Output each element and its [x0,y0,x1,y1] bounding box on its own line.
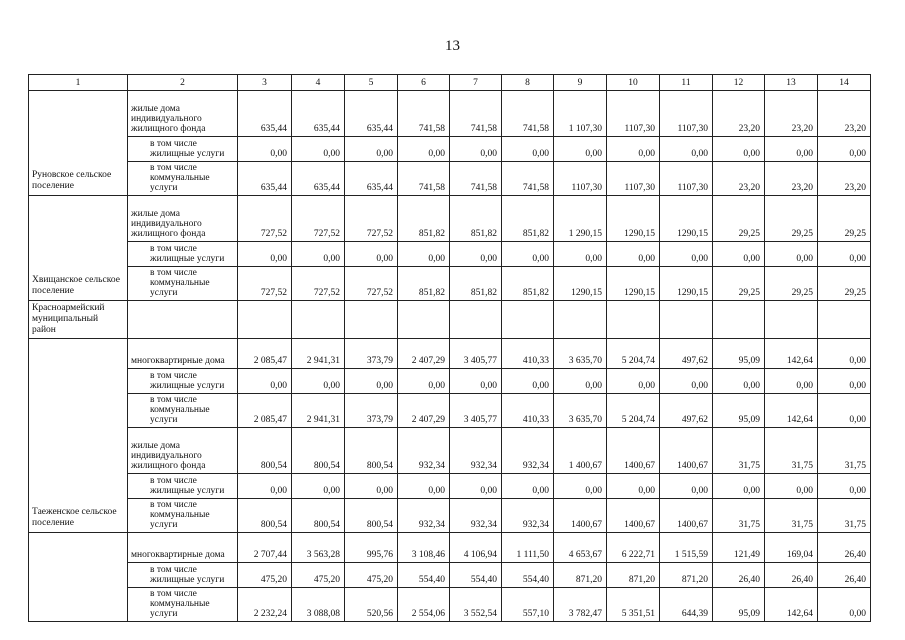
value-cell: 373,79 [345,394,398,428]
value-cell: 800,54 [238,499,292,533]
value-cell: 0,00 [660,369,713,394]
value-cell: 871,20 [554,563,607,588]
value-cell: 0,00 [713,369,765,394]
value-cell: 2 941,31 [292,394,345,428]
row-category-label: в том числе жилищные услуги [128,137,238,162]
header-cell: 14 [818,75,871,91]
table-row [29,563,871,588]
settlement-name: Хвищанское сельское поселение [29,196,128,301]
value-cell: 635,44 [238,162,292,196]
value-cell: 727,52 [345,196,398,242]
value-cell: 142,64 [765,394,818,428]
value-cell: 23,20 [713,91,765,137]
value-cell: 0,00 [554,242,607,267]
empty-cell [554,301,607,339]
value-cell: 410,33 [502,394,554,428]
value-cell: 2 407,29 [398,394,450,428]
value-cell: 800,54 [345,428,398,474]
value-cell: 0,00 [818,242,871,267]
header-row [29,75,871,91]
value-cell: 851,82 [398,196,450,242]
value-cell: 0,00 [238,137,292,162]
value-cell: 741,58 [502,162,554,196]
value-cell: 557,10 [502,588,554,622]
value-cell: 95,09 [713,339,765,369]
value-cell: 554,40 [398,563,450,588]
value-cell: 31,75 [765,499,818,533]
value-cell: 2 407,29 [398,339,450,369]
value-cell: 1 111,50 [502,533,554,563]
header-cell: 3 [238,75,292,91]
value-cell: 741,58 [450,91,502,137]
value-cell: 0,00 [660,242,713,267]
value-cell: 741,58 [450,162,502,196]
value-cell: 932,34 [502,499,554,533]
value-cell: 497,62 [660,339,713,369]
value-cell: 1290,15 [660,196,713,242]
value-cell: 0,00 [765,474,818,499]
value-cell: 0,00 [554,369,607,394]
value-cell: 6 222,71 [607,533,660,563]
empty-cell [713,301,765,339]
value-cell: 23,20 [818,162,871,196]
value-cell: 26,40 [765,563,818,588]
value-cell: 2 941,31 [292,339,345,369]
header-cell: 4 [292,75,345,91]
value-cell: 1107,30 [607,91,660,137]
value-cell: 0,00 [818,588,871,622]
value-cell: 3 563,28 [292,533,345,563]
table-row [29,196,871,242]
value-cell: 3 635,70 [554,339,607,369]
table-row [29,267,871,301]
value-cell: 29,25 [765,196,818,242]
value-cell: 2 554,06 [398,588,450,622]
empty-cell [398,301,450,339]
value-cell: 23,20 [765,162,818,196]
value-cell: 0,00 [450,474,502,499]
value-cell: 871,20 [607,563,660,588]
value-cell: 0,00 [607,474,660,499]
value-cell: 0,00 [660,474,713,499]
value-cell: 2 085,47 [238,339,292,369]
row-category-label: в том числе жилищные услуги [128,474,238,499]
row-category-label: в том числе коммунальные услуги [128,499,238,533]
value-cell: 727,52 [345,267,398,301]
value-cell: 0,00 [502,369,554,394]
value-cell: 0,00 [607,369,660,394]
value-cell: 31,75 [818,499,871,533]
value-cell: 29,25 [818,196,871,242]
value-cell: 0,00 [238,369,292,394]
table-row [29,91,871,137]
value-cell: 1400,67 [660,428,713,474]
value-cell: 1107,30 [660,91,713,137]
value-cell: 1107,30 [607,162,660,196]
value-cell: 800,54 [292,499,345,533]
value-cell: 169,04 [765,533,818,563]
value-cell: 0,00 [713,137,765,162]
value-cell: 635,44 [292,162,345,196]
value-cell: 475,20 [292,563,345,588]
value-cell: 0,00 [765,137,818,162]
value-cell: 3 088,08 [292,588,345,622]
value-cell: 5 204,74 [607,394,660,428]
municipal-district-name: Красноармейский муниципальный район [29,301,128,339]
value-cell: 3 108,46 [398,533,450,563]
value-cell: 0,00 [502,137,554,162]
header-cell: 9 [554,75,607,91]
value-cell: 727,52 [292,267,345,301]
value-cell: 0,00 [660,137,713,162]
value-cell: 410,33 [502,339,554,369]
value-cell: 2 085,47 [238,394,292,428]
value-cell: 5 204,74 [607,339,660,369]
value-cell: 2 232,24 [238,588,292,622]
value-cell: 0,00 [502,474,554,499]
header-cell: 8 [502,75,554,91]
table-row [29,369,871,394]
value-cell: 497,62 [660,394,713,428]
value-cell: 1290,15 [554,267,607,301]
header-cell: 1 [29,75,128,91]
value-cell: 0,00 [713,474,765,499]
value-cell: 0,00 [292,474,345,499]
value-cell: 851,82 [398,267,450,301]
value-cell: 1 400,67 [554,428,607,474]
value-cell: 121,49 [713,533,765,563]
value-cell: 4 106,94 [450,533,502,563]
row-category-label: в том числе коммунальные услуги [128,394,238,428]
value-cell: 0,00 [345,474,398,499]
table-row [29,428,871,474]
table-row [29,533,871,563]
value-cell: 800,54 [292,428,345,474]
value-cell: 0,00 [818,394,871,428]
value-cell: 29,25 [765,267,818,301]
value-cell: 0,00 [607,242,660,267]
value-cell: 932,34 [398,428,450,474]
value-cell: 31,75 [765,428,818,474]
value-cell: 932,34 [450,428,502,474]
empty-cell [660,301,713,339]
value-cell: 1400,67 [554,499,607,533]
value-cell: 1290,15 [660,267,713,301]
value-cell: 23,20 [713,162,765,196]
value-cell: 3 782,47 [554,588,607,622]
settlement-name [29,533,128,622]
header-cell: 2 [128,75,238,91]
header-cell: 12 [713,75,765,91]
value-cell: 741,58 [398,162,450,196]
row-category-label: многоквартирные дома [128,339,238,369]
value-cell: 31,75 [713,499,765,533]
value-cell: 1400,67 [660,499,713,533]
value-cell: 520,56 [345,588,398,622]
value-cell: 0,00 [554,137,607,162]
value-cell: 851,82 [450,267,502,301]
table-row [29,339,871,369]
value-cell: 3 552,54 [450,588,502,622]
value-cell: 26,40 [713,563,765,588]
page-number: 13 [445,38,460,54]
value-cell: 2 707,44 [238,533,292,563]
value-cell: 31,75 [818,428,871,474]
row-category-label: многоквартирные дома [128,533,238,563]
value-cell: 932,34 [502,428,554,474]
value-cell: 0,00 [398,242,450,267]
value-cell: 23,20 [765,91,818,137]
empty-cell [238,301,292,339]
value-cell: 0,00 [238,474,292,499]
value-cell: 1400,67 [607,499,660,533]
header-cell: 13 [765,75,818,91]
header-cell: 7 [450,75,502,91]
value-cell: 0,00 [238,242,292,267]
tariff-table [28,74,871,622]
value-cell: 0,00 [398,137,450,162]
value-cell: 1 290,15 [554,196,607,242]
table-row [29,588,871,622]
empty-cell [607,301,660,339]
value-cell: 1400,67 [607,428,660,474]
value-cell: 741,58 [398,91,450,137]
value-cell: 851,82 [502,267,554,301]
value-cell: 0,00 [502,242,554,267]
value-cell: 0,00 [450,242,502,267]
value-cell: 800,54 [345,499,398,533]
value-cell: 26,40 [818,563,871,588]
value-cell: 0,00 [765,369,818,394]
value-cell: 475,20 [345,563,398,588]
value-cell: 5 351,51 [607,588,660,622]
value-cell: 727,52 [238,267,292,301]
value-cell: 26,40 [818,533,871,563]
value-cell: 0,00 [398,474,450,499]
row-category-label: жилые дома индивидуального жилищного фонда [128,428,238,474]
value-cell: 1290,15 [607,267,660,301]
value-cell: 932,34 [398,499,450,533]
value-cell: 0,00 [292,137,345,162]
value-cell: 0,00 [345,137,398,162]
empty-cell [818,301,871,339]
empty-cell [128,301,238,339]
value-cell: 995,76 [345,533,398,563]
value-cell: 3 635,70 [554,394,607,428]
value-cell: 0,00 [345,369,398,394]
header-cell: 5 [345,75,398,91]
value-cell: 635,44 [345,162,398,196]
value-cell: 373,79 [345,339,398,369]
value-cell: 0,00 [450,369,502,394]
row-category-label: в том числе жилищные услуги [128,369,238,394]
settlement-name: Руновское сельское поселение [29,91,128,196]
value-cell: 0,00 [818,369,871,394]
value-cell: 3 405,77 [450,394,502,428]
value-cell: 0,00 [398,369,450,394]
value-cell: 644,39 [660,588,713,622]
value-cell: 0,00 [607,137,660,162]
table-row [29,162,871,196]
value-cell: 0,00 [713,242,765,267]
header-cell: 11 [660,75,713,91]
settlement-name: Таеженское сельское поселение [29,339,128,533]
empty-cell [450,301,502,339]
value-cell: 727,52 [292,196,345,242]
value-cell: 635,44 [292,91,345,137]
value-cell: 554,40 [502,563,554,588]
table-row [29,242,871,267]
table-row [29,474,871,499]
value-cell: 0,00 [765,242,818,267]
value-cell: 635,44 [345,91,398,137]
value-cell: 95,09 [713,588,765,622]
value-cell: 95,09 [713,394,765,428]
row-category-label: в том числе коммунальные услуги [128,162,238,196]
value-cell: 0,00 [818,339,871,369]
value-cell: 142,64 [765,339,818,369]
value-cell: 932,34 [450,499,502,533]
table-row [29,394,871,428]
value-cell: 1 107,30 [554,91,607,137]
district-row [29,301,871,339]
value-cell: 851,82 [450,196,502,242]
value-cell: 0,00 [345,242,398,267]
value-cell: 741,58 [502,91,554,137]
value-cell: 1107,30 [660,162,713,196]
empty-cell [292,301,345,339]
row-category-label: в том числе коммунальные услуги [128,267,238,301]
value-cell: 800,54 [238,428,292,474]
value-cell: 0,00 [818,137,871,162]
header-cell: 6 [398,75,450,91]
value-cell: 635,44 [238,91,292,137]
value-cell: 3 405,77 [450,339,502,369]
value-cell: 851,82 [502,196,554,242]
row-category-label: жилые дома индивидуального жилищного фонда [128,196,238,242]
row-category-label: в том числе жилищные услуги [128,242,238,267]
value-cell: 0,00 [292,369,345,394]
value-cell: 554,40 [450,563,502,588]
table-row [29,499,871,533]
value-cell: 31,75 [713,428,765,474]
row-category-label: в том числе жилищные услуги [128,563,238,588]
empty-cell [502,301,554,339]
row-category-label: в том числе коммунальные услуги [128,588,238,622]
value-cell: 4 653,67 [554,533,607,563]
value-cell: 1 515,59 [660,533,713,563]
value-cell: 0,00 [450,137,502,162]
value-cell: 1290,15 [607,196,660,242]
value-cell: 727,52 [238,196,292,242]
row-category-label: жилые дома индивидуального жилищного фонда [128,91,238,137]
table-row [29,137,871,162]
value-cell: 29,25 [713,196,765,242]
value-cell: 29,25 [818,267,871,301]
value-cell: 142,64 [765,588,818,622]
empty-cell [765,301,818,339]
value-cell: 1107,30 [554,162,607,196]
value-cell: 0,00 [554,474,607,499]
empty-cell [345,301,398,339]
value-cell: 475,20 [238,563,292,588]
value-cell: 0,00 [818,474,871,499]
value-cell: 29,25 [713,267,765,301]
value-cell: 871,20 [660,563,713,588]
value-cell: 23,20 [818,91,871,137]
value-cell: 0,00 [292,242,345,267]
header-cell: 10 [607,75,660,91]
